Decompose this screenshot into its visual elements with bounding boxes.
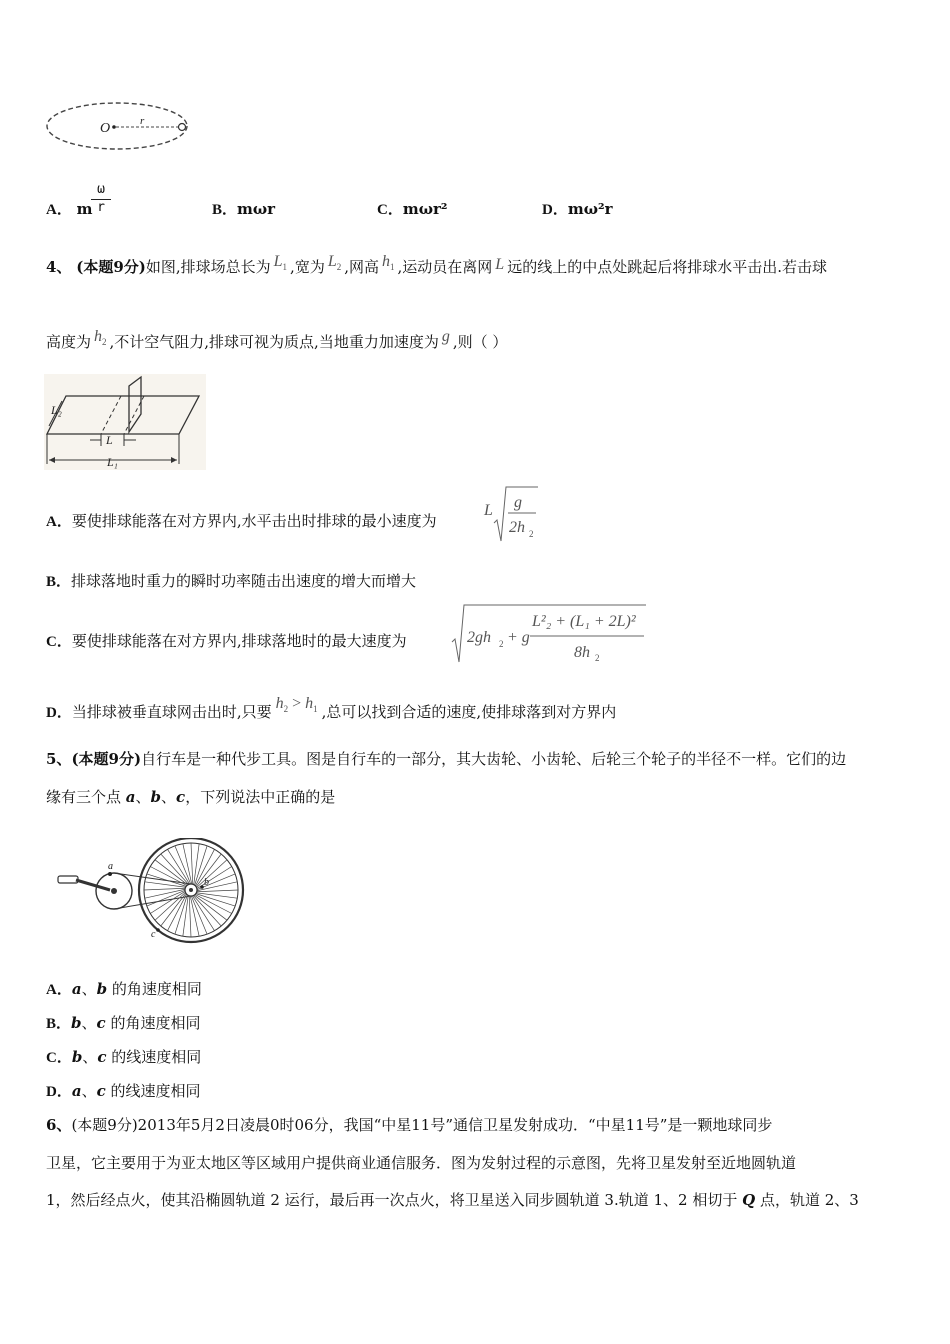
q4-option-a-formula: [480, 485, 542, 547]
figure-label-l: L: [106, 433, 113, 447]
svg-text:2: 2: [499, 639, 504, 649]
small-sprocket-hub: [189, 888, 193, 892]
q4-option-c-formula: [450, 602, 648, 666]
figure-label-l1: L₁: [107, 455, 118, 469]
q5-option-d: D．a、c 的线速度相同: [46, 1082, 201, 1100]
circular-motion-figure: [40, 95, 200, 157]
q6-stem-line2: 卫星，它主要用于为亚太地区等区域用户提供商业通信服务．图为发射过程的示意图，先将卫星发射至近地圆轨道: [46, 1154, 797, 1172]
svg-text:2gh: 2gh: [467, 629, 491, 646]
spoke: [189, 896, 191, 937]
svg-text:2: 2: [595, 653, 600, 663]
q6-stem-line1: 6、(本题9分)2013年5月2日凌晨0时06分，我国“中星11号”通信卫星发射成功．“中星11号”是一颗地球同步: [46, 1116, 773, 1134]
svg-text:L²₂ + (L₁ + 2L)²: L²₂ + (L₁ + 2L)²: [532, 613, 636, 630]
label-a: a: [108, 861, 113, 872]
spoke: [145, 889, 185, 898]
figure-background: [44, 374, 206, 470]
svg-text:2h: 2h: [509, 519, 525, 536]
q4-option-b: B．排球落地时重力的瞬时功率随击出速度的增大而增大: [46, 572, 417, 590]
svg-text:8h: 8h: [574, 644, 590, 661]
spoke: [191, 843, 193, 884]
point-c: [156, 928, 160, 932]
point-a: [108, 872, 112, 876]
q3-option-a-fraction: ω r: [88, 182, 114, 216]
q3-option-a: A． m: [46, 200, 93, 218]
label-b: b: [204, 877, 209, 888]
q5-option-a: A．a、b 的角速度相同: [46, 980, 202, 998]
q5-option-b: B．b、c 的角速度相同: [46, 1014, 201, 1032]
spoke: [144, 888, 185, 890]
radius-label: r: [140, 115, 145, 127]
volleyball-court-figure: [44, 374, 206, 470]
q3-option-b: B．mωr: [212, 200, 276, 218]
q4-option-c: C．要使排球能落在对方界内,排球落地时的最大速度为: [46, 632, 407, 650]
spoke: [161, 893, 186, 926]
spoke: [197, 890, 238, 892]
center-point: [112, 125, 116, 129]
q4-option-d: D．当排球被垂直球网击出时,只要 $h_2 > h_1$ ,总可以找到合适的速度,使排球落到对方界内: [46, 695, 617, 721]
q5-option-c: C．b、c 的线速度相同: [46, 1048, 202, 1066]
spoke: [194, 895, 227, 920]
spoke: [183, 844, 192, 884]
q3-option-c: C．mωr²: [377, 200, 448, 218]
svg-text:2: 2: [529, 529, 534, 539]
q4-stem-line2: 高度为 $h_2$ ,不计空气阻力,排球可视为质点,当地重力加速度为 g ,则（ ）: [46, 328, 508, 351]
center-label: O: [100, 121, 111, 136]
q3-option-d: D．mω²r: [542, 200, 613, 218]
crank-arm: [76, 880, 110, 890]
q4-option-a: A．要使排球能落在对方界内,水平击出时排球的最小速度为: [46, 512, 437, 530]
bicycle-figure: [54, 838, 250, 944]
label-c: c: [151, 929, 156, 940]
svg-text:+ g: + g: [507, 629, 530, 646]
q5-stem-line1: 5、(本题9分)自行车是一种代步工具。图是自行车的一部分，其大齿轮、小齿轮、后轮三个轮子的半径不一样。它们的边: [46, 750, 847, 768]
q5-stem-line2: 缘有三个点 a、b、c，下列说法中正确的是: [46, 788, 336, 806]
q6-stem-line3: 1，然后经点火，使其沿椭圆轨道 2 运行，最后再一次点火，将卫星送入同步圆轨道 3.轨道 1、2 相切于 Q 点，轨道 2、3: [46, 1191, 859, 1209]
orbit-ellipse: [47, 103, 187, 149]
q4-stem-line1: 4、 (本题9分)如图,排球场总长为 $L_1$ ,宽为 $L_2$ ,网高 $h_1$ ,运动员在离网 L 远的线上的中点处跳起后将排球水平击出.若击球: [46, 253, 827, 276]
svg-text:L: L: [484, 502, 493, 519]
big-sprocket-hub: [111, 888, 117, 894]
spoke: [190, 896, 199, 936]
figure-label-l2: L₂: [51, 403, 62, 417]
svg-text:g: g: [514, 494, 522, 511]
mass-point: [179, 124, 186, 131]
pedal: [58, 876, 78, 883]
